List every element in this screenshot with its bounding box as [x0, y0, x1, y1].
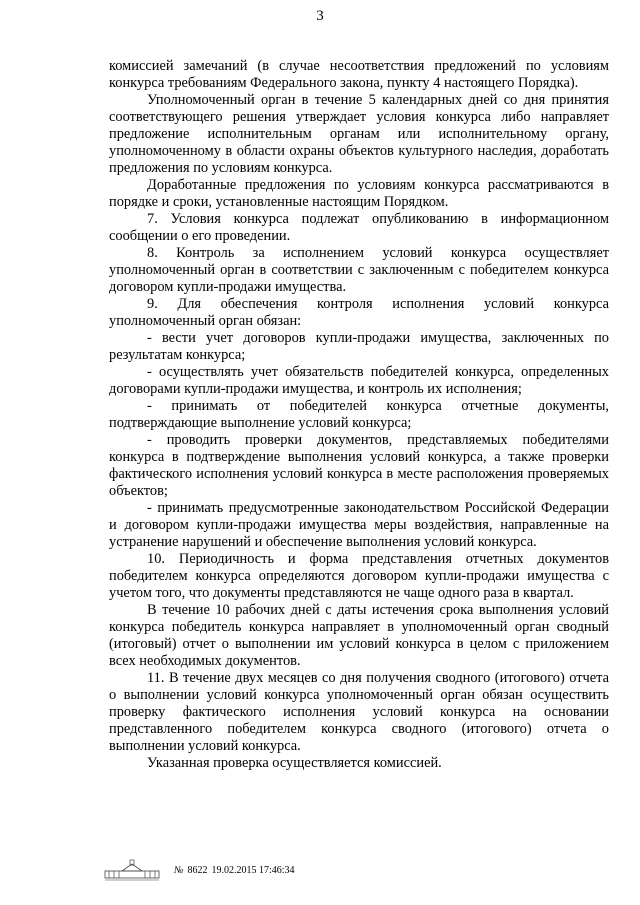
document-footer	[104, 857, 295, 883]
paragraph: - принимать предусмотренные законодательством Российской Федерации и договором купли-продажи имущества меры воздействия, направленные на устранение нарушений и обеспечение выполнения условий конкурса.	[109, 500, 609, 550]
paragraph: Доработанные предложения по условиям конкурса рассматриваются в порядке и сроки, установленные настоящим Порядком.	[109, 177, 609, 210]
paragraph: 10. Периодичность и форма представления отчетных документов победителем конкурса определяются договором купли-продажи имущества с учетом того, что документы представляются не чаще одного раза в квартал.	[109, 551, 609, 601]
paragraph: 11. В течение двух месяцев со дня получения сводного (итогового) отчета о выполнении условий конкурса уполномоченный орган обязан осуществить проверку фактического исполнения условий конкурса на основании представленного победителем конкурса сводного (итогового) отчета о выполнении условий конкурса.	[109, 670, 609, 754]
document-stamp	[174, 865, 295, 876]
paragraph: Уполномоченный орган в течение 5 календарных дней со дня принятия соответствующего решения утверждает условия конкурса либо направляет предложение исполнительным органам или исполнительному органу, уполномоченному в области охраны объектов культурного наследия, доработать предложения по условиям конкурса.	[109, 92, 609, 176]
paragraph: - вести учет договоров купли-продажи имущества, заключенных по результатам конкурса;	[109, 330, 609, 363]
document-body	[109, 58, 609, 772]
paragraph: 9. Для обеспечения контроля исполнения условий конкурса уполномоченный орган обязан:	[109, 296, 609, 329]
paragraph: комиссией замечаний (в случае несоответствия предложений по условиям конкурса требованиям Федерального закона, пункту 4 настоящего Порядка).	[109, 58, 609, 91]
document-timestamp: 19.02.2015 17:46:34	[211, 864, 295, 876]
paragraph: Указанная проверка осуществляется комиссией.	[147, 755, 442, 771]
paragraph: 8. Контроль за исполнением условий конкурса осуществляет уполномоченный орган в соответствии с заключенным с победителем конкурса договором купли-продажи имущества.	[109, 245, 609, 295]
government-building-emblem-icon	[104, 858, 160, 882]
paragraph: - проводить проверки документов, представляемых победителями конкурса в подтверждение выполнения условий конкурса, а также проверки фактического исполнения условий конкурса в месте расположения проверяемых объектов;	[109, 432, 609, 499]
paragraph: - осуществлять учет обязательств победителей конкурса, определенных договорами купли-продажи имущества, и контроль их исполнения;	[109, 364, 609, 397]
paragraph: - принимать от победителей конкурса отчетные документы, подтверждающие выполнение условий конкурса;	[109, 398, 609, 431]
number-sign: №	[174, 864, 184, 876]
paragraph: В течение 10 рабочих дней с даты истечения срока выполнения условий конкурса победитель конкурса направляет в уполномоченный орган сводный (итоговый) отчет о выполнении им условий конкурса в целом с приложением всех необходимых документов.	[109, 602, 609, 669]
paragraph: 7. Условия конкурса подлежат опубликованию в информационном сообщении о его проведении.	[109, 211, 609, 244]
page-number: 3	[316, 8, 324, 24]
document-number: 8622	[187, 864, 208, 876]
